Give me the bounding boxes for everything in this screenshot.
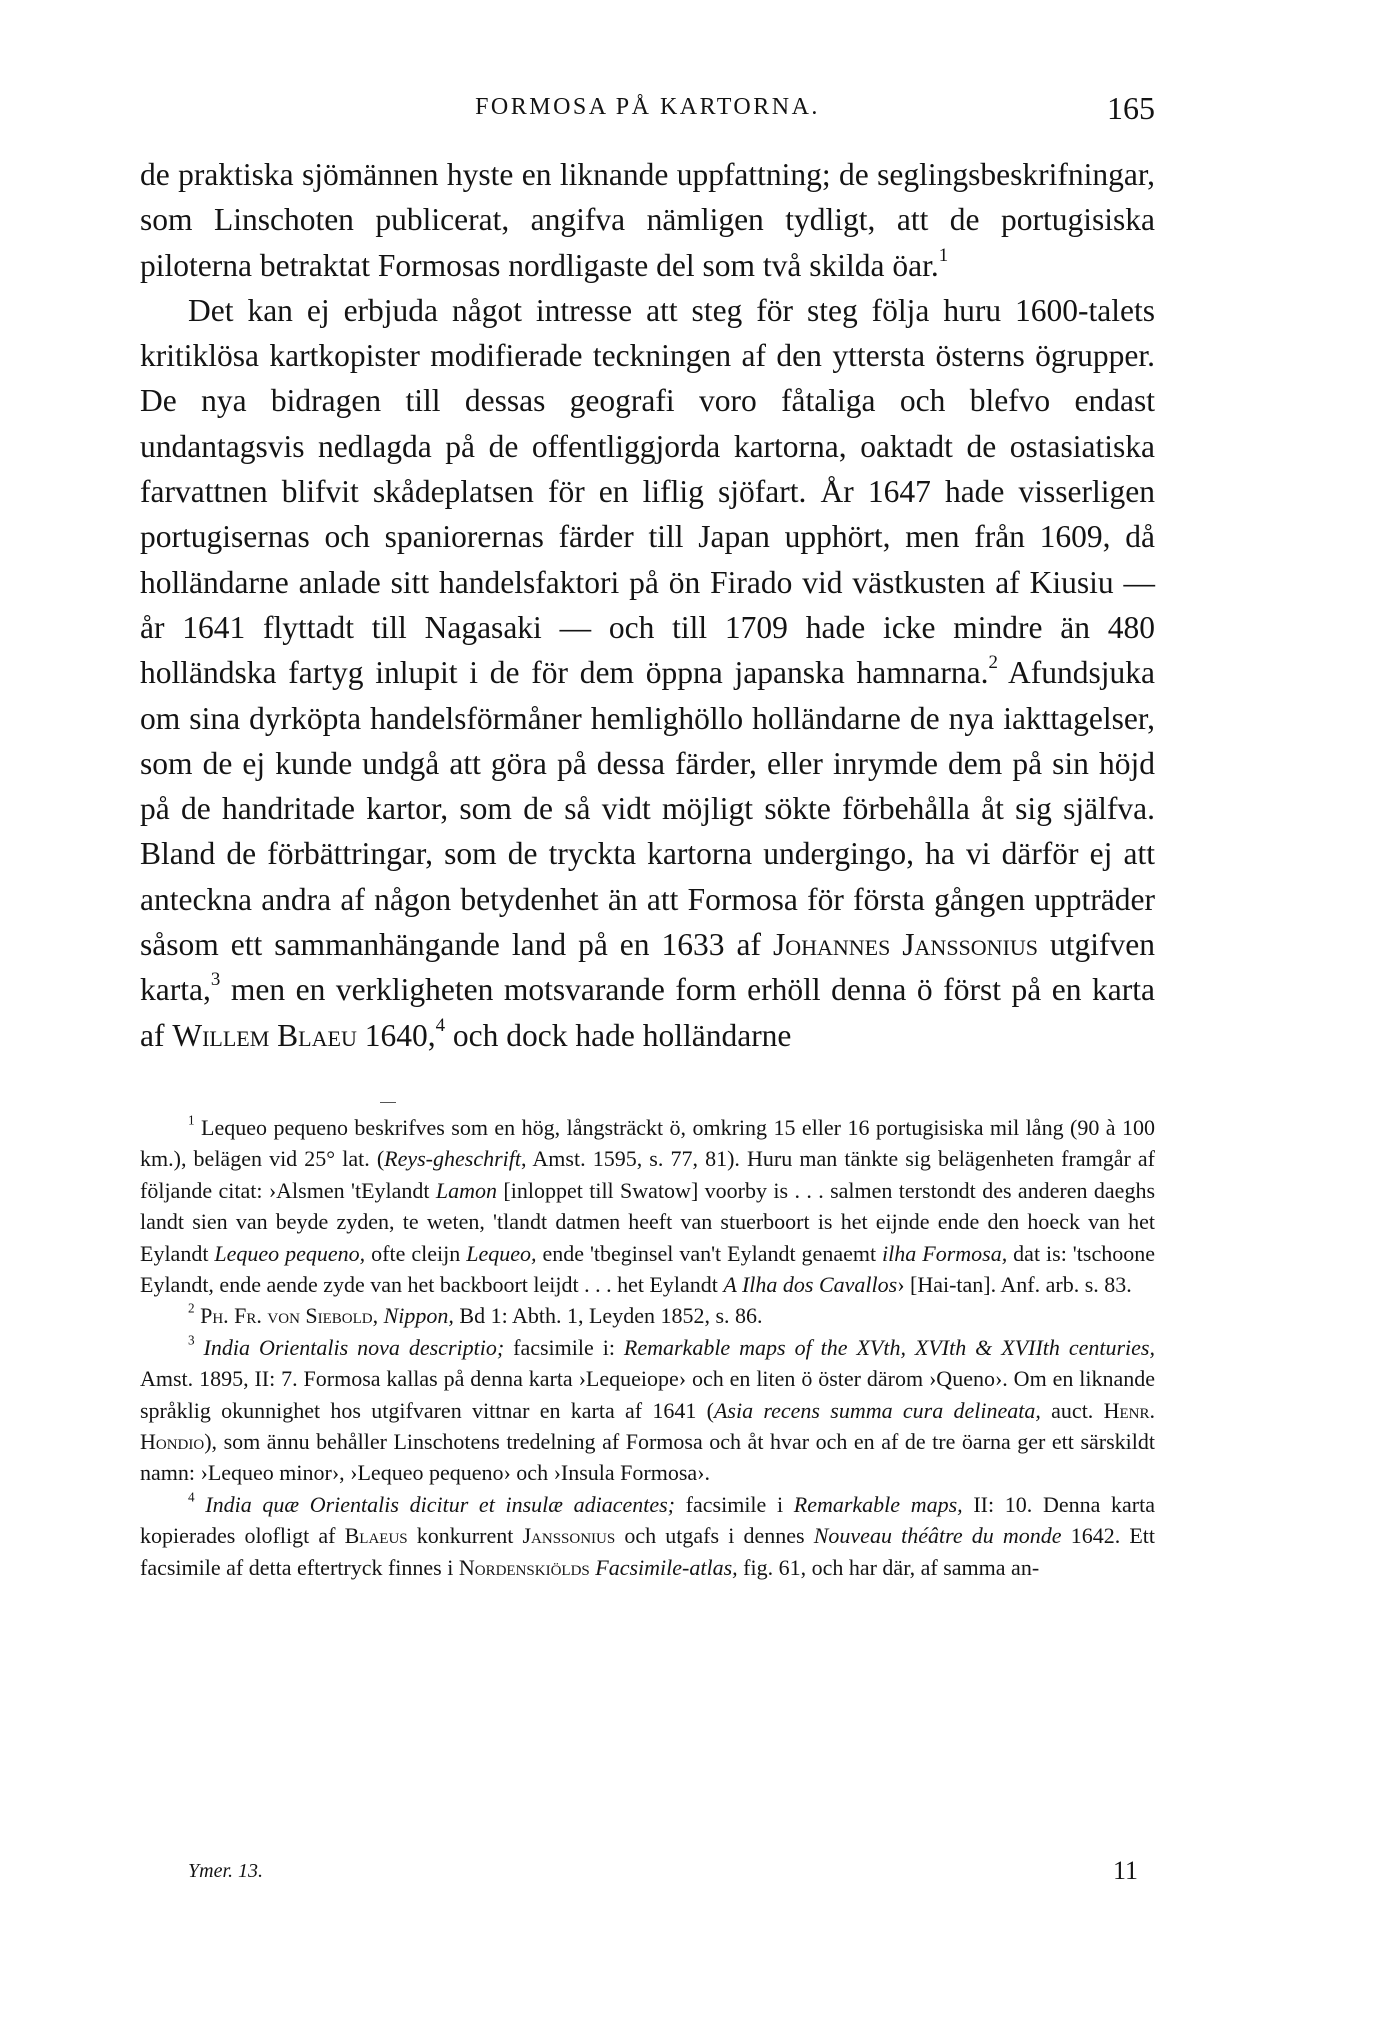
text-run: A Ilha dos Cavallos <box>723 1272 898 1298</box>
text-run: [inloppet till Swatow] voorby is . . . salmen terstondt des anderen daeghs landt sien van beyde zyden, te weten, 'tlandt datmen heeft van stuerboort is het eijnde ende den hoeck van het Eylandt <box>140 1177 1156 1266</box>
text-run: II: 10. Denna karta kopierades olofligt af <box>140 1491 1156 1549</box>
footnote-ref: 2 <box>988 652 998 674</box>
text-run: India quæ Orientalis dicitur et insulæ adiacentes; <box>194 1491 676 1517</box>
text-run: Bd 1: Abth. 1, Leyden 1852, s. 86. <box>453 1303 763 1329</box>
text-run: auct. <box>1040 1397 1104 1423</box>
text-run: och utgafs i dennes <box>615 1523 814 1549</box>
footnote-ref: 4 <box>435 1014 446 1036</box>
text-run: › [Hai-tan]. Anf. arb. s. 83. <box>897 1272 1132 1298</box>
text-run: Facsimile-atlas, <box>595 1554 738 1580</box>
text-run: Nouveau théâtre du monde <box>813 1523 1062 1549</box>
footnote-ref: 3 <box>210 969 221 991</box>
sheet-number: 11 <box>1112 1856 1138 1885</box>
text-run: konkurrent <box>407 1523 523 1549</box>
footnote-mark: 1 <box>188 1112 195 1128</box>
text-run: Lamon <box>435 1177 498 1203</box>
text-run: Lequeo, <box>466 1240 537 1266</box>
text-run: ofte cleijn <box>365 1240 467 1266</box>
text-run: de praktiska sjömännen hyste en liknande uppfattning; de seglingsbeskrifningar, som Linschoten publicerat, angifva nämligen tydligt, att de portugisiska piloterna betraktat Formosas nordligaste del som två skilda öar. <box>140 157 1155 283</box>
person-name: Ph. Fr. von Siebold <box>200 1303 373 1329</box>
footnote <box>140 1300 1155 1331</box>
person-name: Blaeus <box>344 1523 408 1549</box>
text-run: och dock hade holländarne <box>445 1017 792 1053</box>
text-run: Asia recens summa cura delineata, <box>713 1397 1041 1423</box>
footnote <box>140 1332 1155 1489</box>
signature-mark: Ymer. 13. <box>188 1860 264 1882</box>
text-run: ), som ännu behåller Linschotens tredelning af Formosa och åt hvar och en af de tre öarna ger ett särskildt namn: ›Lequeo minor›, ›Lequeo pequeno› och ›Insula Formosa›. <box>140 1429 1155 1486</box>
body-text <box>140 152 1155 1058</box>
paragraph <box>140 288 1155 1058</box>
person-name: Henr. Hondio <box>140 1397 1155 1455</box>
footnote <box>140 1112 1155 1300</box>
text-run: facsimile i: <box>504 1334 624 1360</box>
person-name: Janssonius <box>522 1523 616 1549</box>
footnote-mark: 3 <box>188 1332 195 1348</box>
text-run: Remarkable maps, <box>793 1491 963 1517</box>
person-name: Nordenskiölds <box>458 1554 590 1580</box>
text-run: 1642. Ett facsimile af detta eftertryck finnes i <box>140 1523 1156 1580</box>
text-run: 1640, <box>356 1017 436 1053</box>
footnote <box>140 1489 1155 1583</box>
text-run: fig. 61, och har där, af samma an- <box>737 1554 1040 1580</box>
text-run: Reys-gheschrift <box>384 1146 521 1172</box>
paragraph <box>140 152 1155 288</box>
footnote-ref: 1 <box>938 244 949 266</box>
text-run: Lequeo pequeno, <box>214 1240 366 1266</box>
text-run: , Amst. 1595, s. 77, 81). Huru man tänkte sig belägenheten framgår af följande citat: ›Alsmen 'tEylandt <box>140 1146 1155 1203</box>
text-run: Det kan ej erbjuda något intresse att steg för steg följa huru 1600-talets kritiklösa kartkopister modifierade teckningen af den yttersta österns ögrupper. De nya bidragen till dessas geografi voro fåtaliga och blefvo endast undantagsvis nedlagda på de offentliggjorda kartorna, oaktadt de ostasiatiska farvattnen blifvit skådeplatsen för en liflig sjöfart. År 1647 hade visserligen portugisernas och spaniorernas färder till Japan upphört, men från 1609, då holländarne anlade sitt handelsfaktori på ön Firado vid västkusten af Kiusiu — år 1641 flyttadt till Nagasaki — och till 1709 hade icke mindre än 480 holländska fartyg inlupit i de för dem öppna japanska hamnarna. <box>140 292 1155 691</box>
text-run: facsimile i <box>675 1491 794 1517</box>
text-run: Nippon, <box>383 1303 454 1329</box>
person-name: Johannes Janssonius <box>772 927 1039 963</box>
footnote-mark: 2 <box>188 1300 195 1316</box>
footnote-mark: 4 <box>188 1489 195 1505</box>
page-header <box>140 90 1155 134</box>
running-title: FORMOSA PÅ KARTORNA. <box>475 94 820 120</box>
text-run: utgifven karta, <box>140 927 1155 1008</box>
text-run: dat is: 'tschoone Eylandt, ende aende zyde van het backboort leijdt . . . het Eylandt <box>140 1240 1155 1298</box>
person-name: Willem Blaeu <box>172 1017 357 1053</box>
text-run: , <box>372 1303 384 1329</box>
text-run: ilha Formosa, <box>882 1240 1008 1266</box>
page-number: 165 <box>1107 90 1155 126</box>
text-run: Amst. 1895, II: 7. Formosa kallas på denna karta ›Lequeiope› och en liten ö öster därom ›Queno›. Om en liknande språklig okunnighet hos utgifvaren vittnar en karta af 1641 ( <box>140 1366 1155 1423</box>
text-run: ende 'tbeginsel van't Eylandt genaemt <box>536 1240 883 1266</box>
footnote-rule <box>380 1102 396 1103</box>
text-run: men en verkligheten motsvarande form erhöll denna ö först på en karta af <box>140 972 1155 1053</box>
text-run: India Orientalis nova descriptio; <box>194 1334 505 1360</box>
text-run: Afundsjuka om sina dyrköpta handelsförmåner hemlighöllo holländarne de nya iakttagelser, som de ej kunde undgå att göra på dessa färder, eller inrymde dem på sin höjd på de handritade kartor, som de så vidt möjligt sökte förbehålla åt sig själfva. Bland de förbättringar, som de tryckta kartorna undergingo, ha vi därför ej att anteckna andra af någon betydenhet än att Formosa för första gången uppträder såsom ett sammanhängande land på en 1633 af <box>140 655 1155 963</box>
page-footer <box>188 1856 1138 1900</box>
footnotes <box>140 1112 1155 1583</box>
text-run: Lequeo pequeno beskrifves som en hög, långsträckt ö, omkring 15 eller 16 portugisiska mil lång (90 à 100 km.), belägen vid 25° lat. ( <box>140 1115 1155 1172</box>
text-run: Remarkable maps of the XVth, XVIth & XVIIth centuries, <box>623 1334 1155 1360</box>
